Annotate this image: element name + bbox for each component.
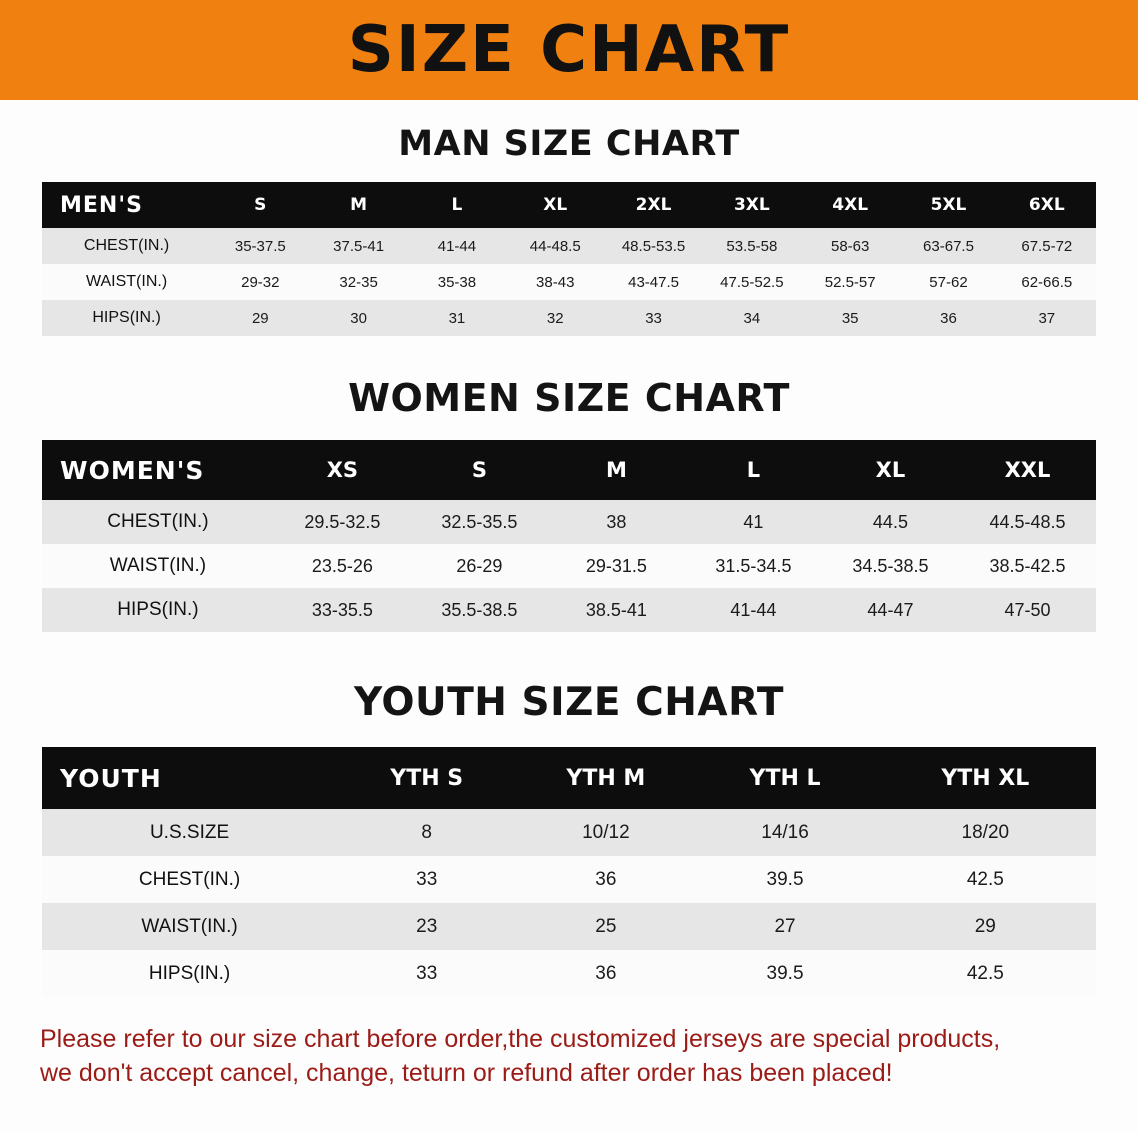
table-row xyxy=(42,544,1096,588)
column-header: XS xyxy=(274,440,411,500)
table-cell: 39.5 xyxy=(695,950,874,997)
table-row xyxy=(42,950,1096,997)
table-cell: 35.5-38.5 xyxy=(411,588,548,632)
table-cell: 30 xyxy=(309,300,407,336)
table-cell: 48.5-53.5 xyxy=(604,228,702,264)
table-cell: 44-47 xyxy=(822,588,959,632)
column-header: XXL xyxy=(959,440,1096,500)
disclaimer-note xyxy=(40,1023,1098,1091)
man-table-wrap xyxy=(0,182,1138,336)
column-header: YTH S xyxy=(337,747,516,809)
women-table-wrap xyxy=(0,440,1138,632)
column-header: 2XL xyxy=(604,182,702,228)
youth-table-wrap xyxy=(0,747,1138,997)
table-cell: 57-62 xyxy=(899,264,997,300)
column-header: YTH L xyxy=(695,747,874,809)
table-cell: 37 xyxy=(998,300,1096,336)
disclaimer-line-1: Please refer to our size chart before order,the customized jerseys are special products, xyxy=(40,1025,1001,1053)
table-cell: 29-31.5 xyxy=(548,544,685,588)
table-cell: 32.5-35.5 xyxy=(411,500,548,544)
man-section-title: MAN SIZE CHART xyxy=(398,124,740,164)
table-cell: 34 xyxy=(703,300,801,336)
column-header: 3XL xyxy=(703,182,801,228)
table-row xyxy=(42,856,1096,903)
column-header: XL xyxy=(822,440,959,500)
table-cell: 35-38 xyxy=(408,264,506,300)
table-cell: 35 xyxy=(801,300,899,336)
table-cell: 35-37.5 xyxy=(211,228,309,264)
column-header: L xyxy=(685,440,822,500)
row-label: WAIST(IN.) xyxy=(42,903,337,950)
table-cell: 38-43 xyxy=(506,264,604,300)
table-cell: 31 xyxy=(408,300,506,336)
row-label: HIPS(IN.) xyxy=(42,950,337,997)
table-cell: 47.5-52.5 xyxy=(703,264,801,300)
column-header: WOMEN'S xyxy=(42,440,274,500)
column-header: YOUTH xyxy=(42,747,337,809)
table-cell: 37.5-41 xyxy=(309,228,407,264)
table-cell: 36 xyxy=(899,300,997,336)
table-cell: 36 xyxy=(516,950,695,997)
table-row xyxy=(42,809,1096,856)
table-row xyxy=(42,588,1096,632)
table-cell: 23.5-26 xyxy=(274,544,411,588)
row-label: WAIST(IN.) xyxy=(42,544,274,588)
table-cell: 33 xyxy=(604,300,702,336)
table-cell: 29 xyxy=(875,903,1096,950)
table-cell: 38.5-42.5 xyxy=(959,544,1096,588)
table-cell: 44-48.5 xyxy=(506,228,604,264)
column-header: YTH M xyxy=(516,747,695,809)
row-label: CHEST(IN.) xyxy=(42,228,211,264)
column-header: S xyxy=(411,440,548,500)
table-cell: 31.5-34.5 xyxy=(685,544,822,588)
column-header: S xyxy=(211,182,309,228)
header-banner xyxy=(0,0,1138,100)
row-label: HIPS(IN.) xyxy=(42,300,211,336)
table-cell: 8 xyxy=(337,809,516,856)
table-cell: 29-32 xyxy=(211,264,309,300)
column-header: 4XL xyxy=(801,182,899,228)
table-cell: 63-67.5 xyxy=(899,228,997,264)
column-header: M xyxy=(309,182,407,228)
column-header: 5XL xyxy=(899,182,997,228)
table-row xyxy=(42,300,1096,336)
table-cell: 14/16 xyxy=(695,809,874,856)
column-header: YTH XL xyxy=(875,747,1096,809)
table-cell: 41-44 xyxy=(685,588,822,632)
women-section-title: WOMEN SIZE CHART xyxy=(348,376,790,420)
table-cell: 43-47.5 xyxy=(604,264,702,300)
table-cell: 32-35 xyxy=(309,264,407,300)
table-row xyxy=(42,903,1096,950)
column-header: 6XL xyxy=(998,182,1096,228)
row-label: WAIST(IN.) xyxy=(42,264,211,300)
table-cell: 44.5-48.5 xyxy=(959,500,1096,544)
table-cell: 29.5-32.5 xyxy=(274,500,411,544)
table-row xyxy=(42,500,1096,544)
column-header: XL xyxy=(506,182,604,228)
column-header: MEN'S xyxy=(42,182,211,228)
table-cell: 53.5-58 xyxy=(703,228,801,264)
row-label: HIPS(IN.) xyxy=(42,588,274,632)
table-cell: 23 xyxy=(337,903,516,950)
table-cell: 33-35.5 xyxy=(274,588,411,632)
table-cell: 26-29 xyxy=(411,544,548,588)
table-cell: 42.5 xyxy=(875,950,1096,997)
table-cell: 32 xyxy=(506,300,604,336)
row-label: CHEST(IN.) xyxy=(42,856,337,903)
table-header-row xyxy=(42,182,1096,228)
table-cell: 44.5 xyxy=(822,500,959,544)
table-cell: 29 xyxy=(211,300,309,336)
table-cell: 42.5 xyxy=(875,856,1096,903)
table-cell: 39.5 xyxy=(695,856,874,903)
table-cell: 58-63 xyxy=(801,228,899,264)
table-cell: 10/12 xyxy=(516,809,695,856)
table-cell: 38 xyxy=(548,500,685,544)
disclaimer-line-2: we don't accept cancel, change, teturn or refund after order has been placed! xyxy=(40,1058,893,1087)
table-cell: 41 xyxy=(685,500,822,544)
table-cell: 36 xyxy=(516,856,695,903)
table-cell: 41-44 xyxy=(408,228,506,264)
table-cell: 67.5-72 xyxy=(998,228,1096,264)
page-title: SIZE CHART xyxy=(347,13,791,87)
table-header-row xyxy=(42,747,1096,809)
table-cell: 25 xyxy=(516,903,695,950)
man-size-table xyxy=(42,182,1096,336)
row-label: U.S.SIZE xyxy=(42,809,337,856)
table-cell: 38.5-41 xyxy=(548,588,685,632)
women-size-table xyxy=(42,440,1096,632)
table-cell: 18/20 xyxy=(875,809,1096,856)
table-row xyxy=(42,228,1096,264)
table-cell: 27 xyxy=(695,903,874,950)
table-cell: 33 xyxy=(337,950,516,997)
column-header: M xyxy=(548,440,685,500)
table-row xyxy=(42,264,1096,300)
table-cell: 33 xyxy=(337,856,516,903)
table-cell: 52.5-57 xyxy=(801,264,899,300)
column-header: L xyxy=(408,182,506,228)
table-cell: 47-50 xyxy=(959,588,1096,632)
table-header-row xyxy=(42,440,1096,500)
youth-size-table xyxy=(42,747,1096,997)
table-cell: 34.5-38.5 xyxy=(822,544,959,588)
row-label: CHEST(IN.) xyxy=(42,500,274,544)
youth-section-title: YOUTH SIZE CHART xyxy=(354,680,784,725)
table-cell: 62-66.5 xyxy=(998,264,1096,300)
